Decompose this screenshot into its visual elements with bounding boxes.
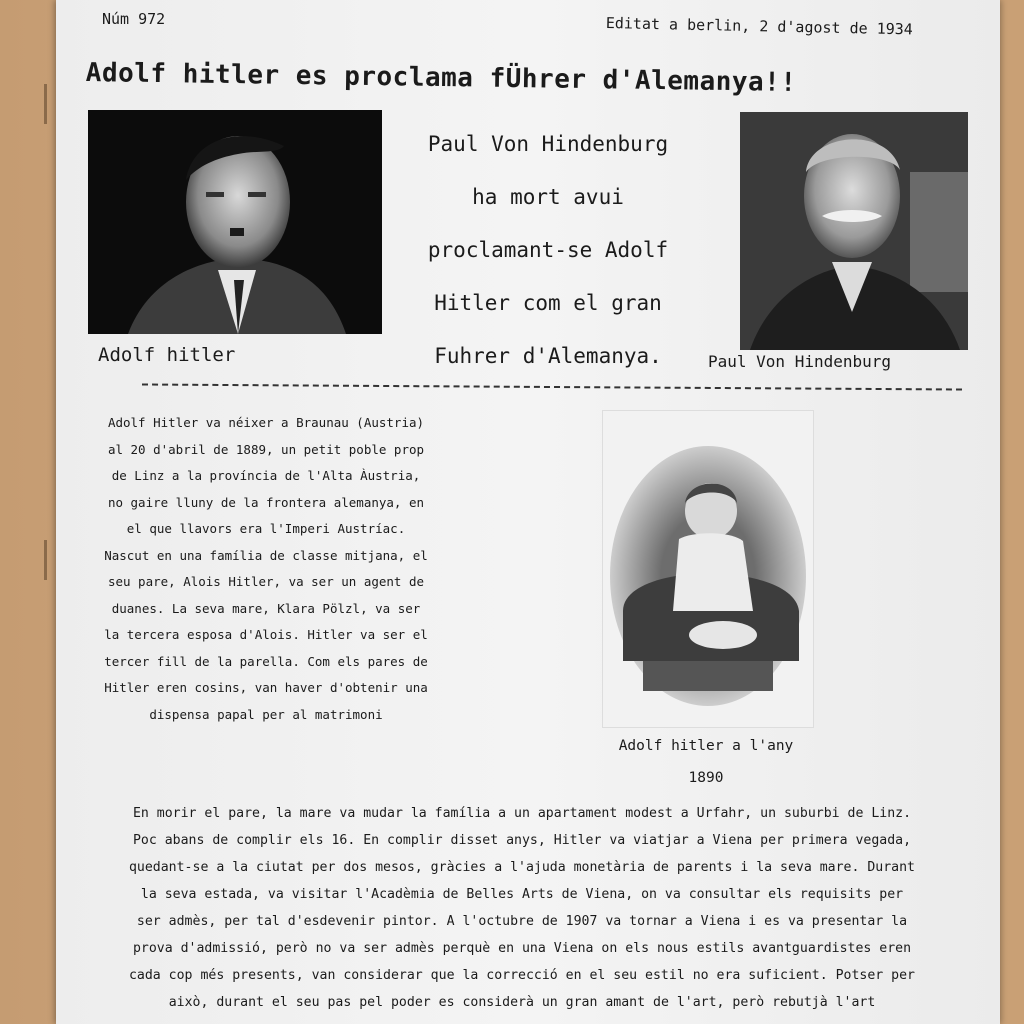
body-line: prova d'admissió, però no va ser admès perquè en una Viena on els nous estils avantguardistes eren <box>132 941 912 956</box>
baby-photo-caption <box>586 730 826 794</box>
lead-line: proclamant-se Adolf <box>427 238 669 262</box>
hindenburg-photo-caption: Paul Von Hindenburg <box>708 352 892 371</box>
body-line: quedant-se a la ciutat per dos mesos, gràcies a l'ajuda monetària de parents i la seva mare. Durant <box>128 860 915 875</box>
bio-line: no gaire lluny de la frontera alemanya, en <box>107 494 425 510</box>
bio-line: el que llavors era l'Imperi Austríac. <box>126 521 406 536</box>
body-line: la seva estada, va visitar l'Acadèmia de Belles Arts de Viena, on va consultar els requisits per <box>140 887 904 902</box>
dateline: Editat a berlin, 2 d'agost de 1934 <box>605 14 913 39</box>
body-line: En morir el pare, la mare va mudar la família a un apartament modest a Urfahr, un suburbi de Linz. <box>132 806 912 821</box>
hindenburg-portrait-photo <box>740 112 968 350</box>
lead-line: Fuhrer d'Alemanya. <box>434 344 662 368</box>
bio-line: Nascut en una família de classe mitjana, el <box>104 547 428 563</box>
staple-mark <box>44 540 47 580</box>
baby-caption-line: Adolf hitler a l'any <box>618 738 794 754</box>
hitler-portrait-photo <box>88 110 382 334</box>
newspaper-page <box>56 0 1000 1024</box>
body-line: això, durant el seu pas pel poder es considerà un gran amant de l'art, però rebutjà l'art <box>168 995 876 1010</box>
baby-caption-line: 1890 <box>688 770 724 786</box>
lead-line: Hitler com el gran <box>434 291 662 315</box>
article-body <box>70 800 974 1016</box>
issue-number: Núm 972 <box>102 10 166 28</box>
biography-column <box>66 410 466 728</box>
body-line: ser admès, per tal d'esdevenir pintor. A l'octubre de 1907 va tornar a Viena i es va presentar la <box>136 914 908 929</box>
bio-line: la tercera esposa d'Alois. Hitler va ser el <box>104 627 428 642</box>
lead-line: ha mort avui <box>472 185 624 209</box>
bio-line: Adolf Hitler va néixer a Braunau (Austria) <box>107 415 425 430</box>
body-line: cada cop més presents, van considerar que la correcció en el seu estil no era suficient. Potser per <box>128 968 915 983</box>
hitler-photo-caption: Adolf hitler <box>98 344 236 366</box>
bio-line: seu pare, Alois Hitler, va ser un agent de <box>107 574 425 589</box>
bio-line: dispensa papal per al matrimoni <box>149 706 383 722</box>
staple-mark <box>44 84 47 124</box>
body-line: Poc abans de complir els 16. En complir disset anys, Hitler va viatjar a Viena per primera vegada, <box>132 833 912 848</box>
bio-line: tercer fill de la parella. Com els pares de <box>104 653 428 669</box>
baby-photo <box>602 410 814 728</box>
lead-text <box>378 118 718 383</box>
lead-line: Paul Von Hindenburg <box>427 132 669 156</box>
bio-line: de Linz a la província de l'Alta Àustria, <box>111 468 421 483</box>
section-divider <box>142 383 962 390</box>
bio-line: duanes. La seva mare, Klara Pölzl, va ser <box>111 600 421 616</box>
bio-line: Hitler eren cosins, van haver d'obtenir una <box>104 680 428 695</box>
headline: Adolf hitler es proclama fÜhrer d'Alemanya!! <box>85 58 797 98</box>
bio-line: al 20 d'abril de 1889, un petit poble prop <box>107 441 425 457</box>
